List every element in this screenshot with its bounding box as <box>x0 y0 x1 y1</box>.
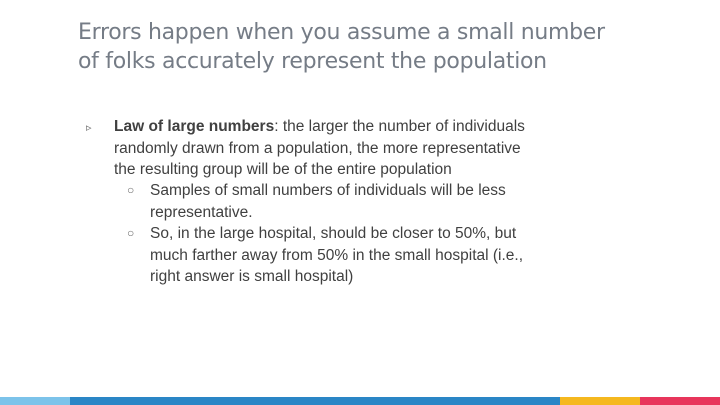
triangle-bullet-icon: ▹ <box>86 122 92 134</box>
bullet-item-law-of-large-numbers <box>114 116 614 181</box>
bullet-term: Law of large numbers <box>114 118 275 135</box>
footer-segment <box>380 397 560 405</box>
sub-bullet-text <box>150 180 620 223</box>
footer-segment <box>560 397 640 405</box>
bullet-text: : the larger the number of individuals <box>274 118 525 135</box>
bullet-line: the resulting group will be of the entire population <box>114 161 452 178</box>
sub-bullet-line: So, in the large hospital, should be closer to 50%, but <box>150 225 517 242</box>
sub-bullet-line: Samples of small numbers of individuals will be less <box>150 182 506 199</box>
slide-title-line: Errors happen when you assume a small number <box>78 20 605 45</box>
slide-title-line: of folks accurately represent the population <box>78 49 547 74</box>
circle-bullet-icon: ○ <box>127 226 135 240</box>
bullet-line <box>114 116 614 138</box>
footer-color-bar <box>0 397 720 405</box>
sub-bullet-line: representative. <box>150 203 253 221</box>
footer-segment <box>0 397 70 405</box>
circle-bullet-icon: ○ <box>127 183 135 197</box>
sub-bullet-line: right answer is small hospital) <box>150 268 354 285</box>
footer-segment <box>640 397 720 405</box>
footer-segment <box>70 397 380 405</box>
sub-bullet-text <box>150 223 620 288</box>
bullet-line: randomly drawn from a population, the more representative <box>114 139 521 157</box>
slide-title <box>78 18 678 76</box>
sub-bullet-line: much farther away from 50% in the small hospital (i.e., <box>150 246 524 264</box>
